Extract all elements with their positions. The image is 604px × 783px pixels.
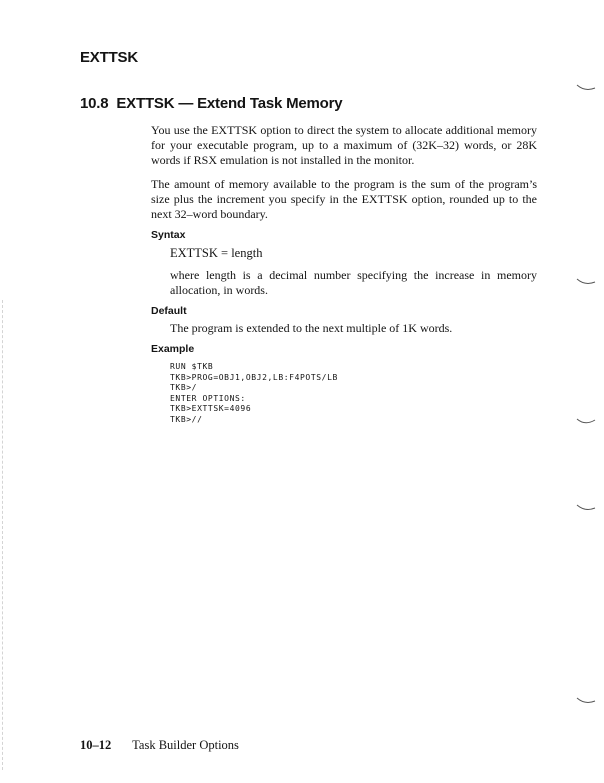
page-footer (80, 738, 239, 753)
intro-paragraph-2: The amount of memory available to the program is the sum of the program’s size plus the increment you specify in the EXTTSK option, rounded up to the next 32–word boundary. (151, 177, 537, 221)
section-body (151, 123, 537, 425)
binding-hole-mark (576, 693, 596, 707)
section-title (80, 95, 342, 112)
default-text: The program is extended to the next multiple of 1K words. (170, 321, 453, 335)
running-head: EXTTSK (80, 49, 138, 66)
code-line: ENTER OPTIONS: (170, 393, 246, 403)
intro-paragraph-1: You use the EXTTSK option to direct the system to allocate additional memory for your executable program, up to a maximum of (32K–32) words, or 28K words if RSX emulation is not installed in the monitor. (151, 123, 537, 167)
syntax-line: EXTTSK = length (170, 246, 263, 260)
code-line: TKB>PROG=OBJ1,OBJ2,LB:F4POTS/LB (170, 372, 338, 382)
code-line: TKB>// (170, 414, 203, 424)
syntax-heading: Syntax (151, 229, 186, 241)
binding-hole-mark (576, 414, 596, 428)
binding-hole-mark (576, 500, 596, 514)
example-code (170, 362, 537, 425)
code-line: TKB>EXTTSK=4096 (170, 404, 252, 413)
page-number: 10–12 (80, 738, 112, 752)
default-heading: Default (151, 305, 187, 317)
chapter-title: Task Builder Options (132, 738, 239, 752)
section-number: 10.8 (80, 95, 109, 112)
binding-hole-mark (576, 274, 596, 288)
syntax-description: where length is a decimal number specifying the increase in memory allocation, in words. (170, 268, 537, 297)
code-line: TKB>/ (170, 383, 198, 392)
page-edge (2, 300, 3, 770)
example-heading: Example (151, 343, 195, 355)
binding-hole-mark (576, 80, 596, 94)
section-heading: EXTTSK — Extend Task Memory (116, 95, 343, 112)
code-line: RUN $TKB (170, 362, 214, 371)
